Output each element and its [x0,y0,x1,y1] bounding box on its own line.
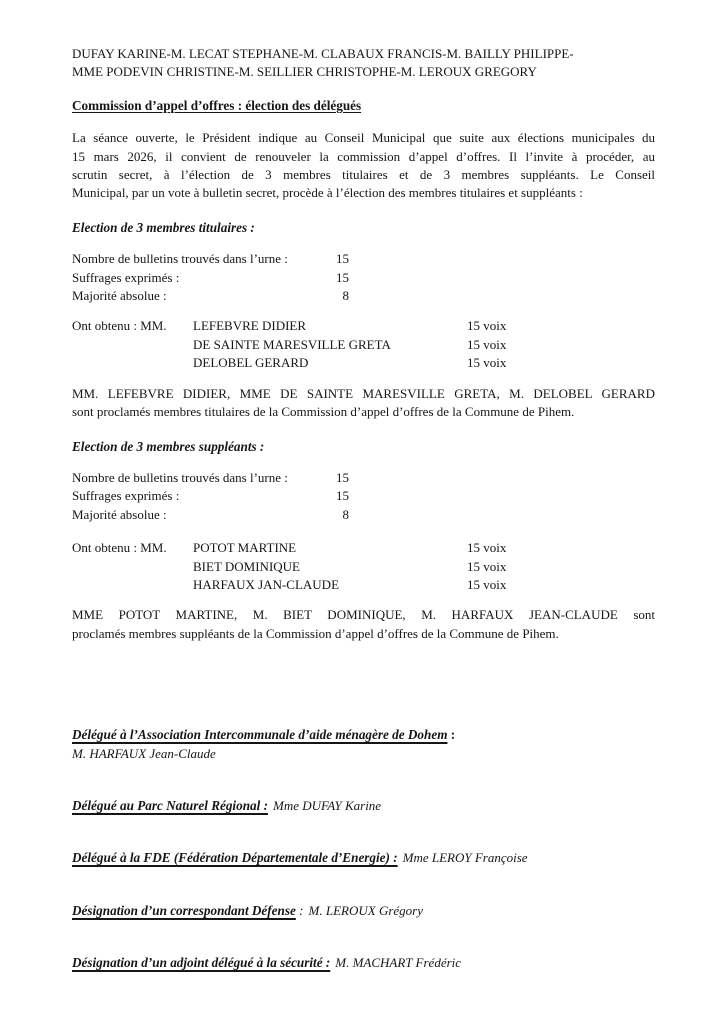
council-members-line-1: DUFAY KARINE-M. LECAT STEPHANE-M. CLABAUX FRANCIS-M. BAILLY PHILIPPE- [72,46,574,61]
stat-label: Majorité absolue : [72,506,167,522]
result-name: HARFAUX JAN-CLAUDE [193,576,340,592]
result-name: POTOT MARTINE [193,540,297,556]
result-votes: 15 voix [467,336,507,352]
result-votes: 15 voix [467,576,507,592]
stat-label: Suffrages exprimés : [72,488,180,504]
stat-value: 15 [336,488,349,504]
titulaires-results [72,317,655,372]
delegate-title: Délégué au Parc Naturel Régional : [72,797,268,813]
proclamation-line-2: sont proclamés membres titulaires de la Commission d’appel d’offres de la Commune de Pihem. [72,404,575,420]
result-row [72,317,655,335]
result-votes: 15 voix [467,318,507,334]
suppleants-heading: Election de 3 membres suppléants : [72,438,265,454]
correspondant-defense [72,902,655,920]
ont-obtenu-label: Ont obtenu : MM. [72,318,167,334]
stat-label: Suffrages exprimés : [72,269,180,285]
ont-obtenu-label: Ont obtenu : MM. [72,540,167,556]
adjoint-securite [72,954,655,972]
intro-line-1: La séance ouverte, le Président indique au Conseil Municipal que suite aux élections municipales du [72,130,655,146]
stat-row [72,506,349,524]
intro-line-3: scrutin secret, à l’élection de 3 membres titulaires et de 3 membres suppléants. Le Conseil [72,167,655,183]
result-row [72,354,655,372]
result-votes: 15 voix [467,355,507,371]
result-votes: 15 voix [467,540,507,556]
stat-row [72,487,349,505]
delegate-title: Délégué à l’Association Intercommunale d’aide ménagère de Dohem [72,727,448,743]
result-name: BIET DOMINIQUE [193,558,300,574]
titulaires-stats [72,250,655,305]
proclamation-line-2: proclamés membres suppléants de la Commission d’appel d’offres de la Commune de Pihem. [72,625,559,641]
ont-obtenu-label-empty [72,354,193,372]
delegate-colon: : [447,727,456,743]
stat-row [72,250,349,268]
delegates-section [72,726,655,972]
stat-value: 15 [336,251,349,267]
result-row [72,539,655,557]
result-name: LEFEBVRE DIDIER [193,318,307,334]
council-members-list [72,45,655,82]
delegate-title-line [72,726,655,744]
stat-row [72,269,349,287]
titulaires-proclamation [72,385,655,422]
result-name: DELOBEL GERARD [193,355,309,371]
result-name: DE SAINTE MARESVILLE GRETA [193,336,391,352]
stat-label: Majorité absolue : [72,288,167,304]
delegate-title: Désignation d’un correspondant Défense [72,902,296,918]
delegate-value: M. LEROUX Grégory [308,902,424,918]
ont-obtenu-label-empty [72,336,193,354]
result-row [72,558,655,576]
suppleants-results [72,539,655,594]
delegate-colon: : [295,902,304,918]
intro-line-4: Municipal, par un vote à bulletin secret, procède à l’élection des membres titulaires et suppléants : [72,185,583,201]
suppleants-stats [72,469,655,524]
delegate-title: Délégué à la FDE (Fédération Départementale d’Energie) : [72,850,398,866]
stat-value: 15 [336,269,349,285]
titulaires-heading: Election de 3 membres titulaires : [72,219,255,235]
delegate-dohem [72,726,655,763]
council-members-line-2: MME PODEVIN CHRISTINE-M. SEILLIER CHRISTOPHE-M. LEROUX GREGORY [72,64,537,80]
section-title: Commission d’appel d’offres : élection des délégués [72,97,362,113]
stat-value: 15 [336,469,349,485]
delegate-fde [72,849,655,867]
delegate-title: Désignation d’un adjoint délégué à la sécurité : [72,955,331,971]
intro-paragraph [72,129,655,203]
stat-value: 8 [342,288,349,304]
delegate-value: M. MACHART Frédéric [335,955,462,971]
result-votes: 15 voix [467,558,507,574]
stat-label: Nombre de bulletins trouvés dans l’urne : [72,469,288,485]
ont-obtenu-label-empty [72,558,193,576]
proclamation-line-1: MME POTOT MARTINE, M. BIET DOMINIQUE, M. HARFAUX JEAN-CLAUDE sont [72,607,655,623]
stat-row [72,469,349,487]
delegate-value: M. HARFAUX Jean-Claude [72,745,216,761]
stat-value: 8 [342,506,349,522]
suppleants-proclamation [72,606,655,643]
stat-label: Nombre de bulletins trouvés dans l’urne : [72,251,288,267]
delegate-parc-naturel [72,797,655,815]
ont-obtenu-label-empty [72,576,193,594]
delegate-value: Mme LEROY Françoise [402,850,528,866]
result-row [72,576,655,594]
result-row [72,336,655,354]
proclamation-line-1: MM. LEFEBVRE DIDIER, MME DE SAINTE MARESVILLE GRETA, M. DELOBEL GERARD [72,385,655,401]
stat-row [72,287,349,305]
intro-line-2: 15 mars 2026, il convient de renouveler la commission d’appel d’offres. Il l’invite à procéder, au [72,148,655,164]
delegate-value: Mme DUFAY Karine [272,797,382,813]
